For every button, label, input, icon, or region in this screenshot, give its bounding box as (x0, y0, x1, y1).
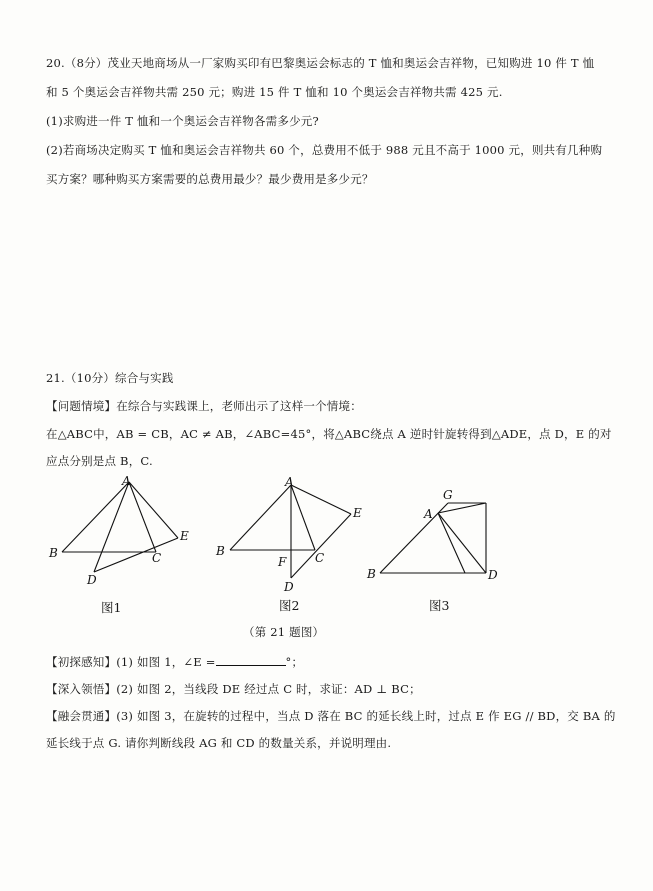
label-D: D (488, 568, 498, 582)
q20-line-2: 和 5 个奥运会吉祥物共需 250 元；购进 15 件 T 恤和 10 个奥运会吉祥物共需 425 元. (46, 85, 503, 99)
q20-part-2-cont: 买方案？哪种购买方案需要的总费用最少？最少费用是多少元？ (46, 172, 374, 186)
q21-part-2: 【深入领悟】(2) 如图 2，当线段 DE 经过点 C 时，求证：AD ⊥ BC； (46, 682, 421, 696)
label-C: C (152, 551, 162, 565)
q21-part-3: 【融会贯通】(3) 如图 3，在旋转的过程中，当点 D 落在 BC 的延长线上时，过点 E 作 EG // BD，交 BA 的 (46, 709, 616, 723)
label-G: G (443, 488, 453, 502)
q21-intro: 【问题情境】在综合与实践课上，老师出示了这样一个情境： (46, 399, 362, 413)
answer-blank (216, 655, 286, 666)
q21-condition-1: 在△ABC中，AB = CB，AC ≠ AB，∠ABC=45°，将△ABC绕点 A 逆时针旋转得到△ADE，点 D，E 的对 (46, 427, 612, 441)
label-B: B (367, 567, 376, 581)
figure-2 (205, 470, 375, 595)
label-D: D (87, 573, 97, 587)
q20-part-2: (2)若商场决定购买 T 恤和奥运会吉祥物共 60 个，总费用不低于 988 元且不高于 1000 元，则共有几种购 (46, 143, 603, 157)
label-A: A (424, 507, 433, 521)
label-F: F (278, 555, 287, 569)
figure-3 (365, 485, 515, 585)
label-B: B (49, 546, 58, 560)
label-A: A (122, 474, 131, 488)
q21-condition-2: 应点分别是点 B，C. (46, 454, 153, 468)
figure-3-caption: 图3 (429, 598, 450, 613)
q21-part-1-prefix: 【初探感知】(1) 如图 1，∠E = (46, 655, 216, 669)
label-D: D (284, 580, 294, 594)
label-C: C (315, 551, 325, 565)
label-B: B (216, 544, 225, 558)
q21-part-1 (46, 654, 303, 670)
figure-1-caption: 图1 (101, 600, 122, 615)
figure-group-caption: （第 21 题图） (243, 625, 325, 639)
q21-part-3-cont: 延长线于点 G. 请你判断线段 AG 和 CD 的数量关系，并说明理由. (46, 736, 392, 750)
figure-1 (40, 470, 200, 590)
q20-line-1: 20.（8分）茂业天地商场从一厂家购买印有巴黎奥运会标志的 T 恤和奥运会吉祥物，已知购进 10 件 T 恤 (46, 56, 595, 70)
label-E: E (180, 529, 189, 543)
label-A: A (285, 475, 294, 489)
q21-part-1-suffix: °； (285, 655, 304, 669)
q21-heading: 21.（10分）综合与实践 (46, 371, 174, 385)
q20-part-1: (1)求购进一件 T 恤和一个奥运会吉祥物各需多少元? (46, 114, 319, 128)
figure-2-caption: 图2 (279, 598, 300, 613)
label-E: E (353, 506, 362, 520)
